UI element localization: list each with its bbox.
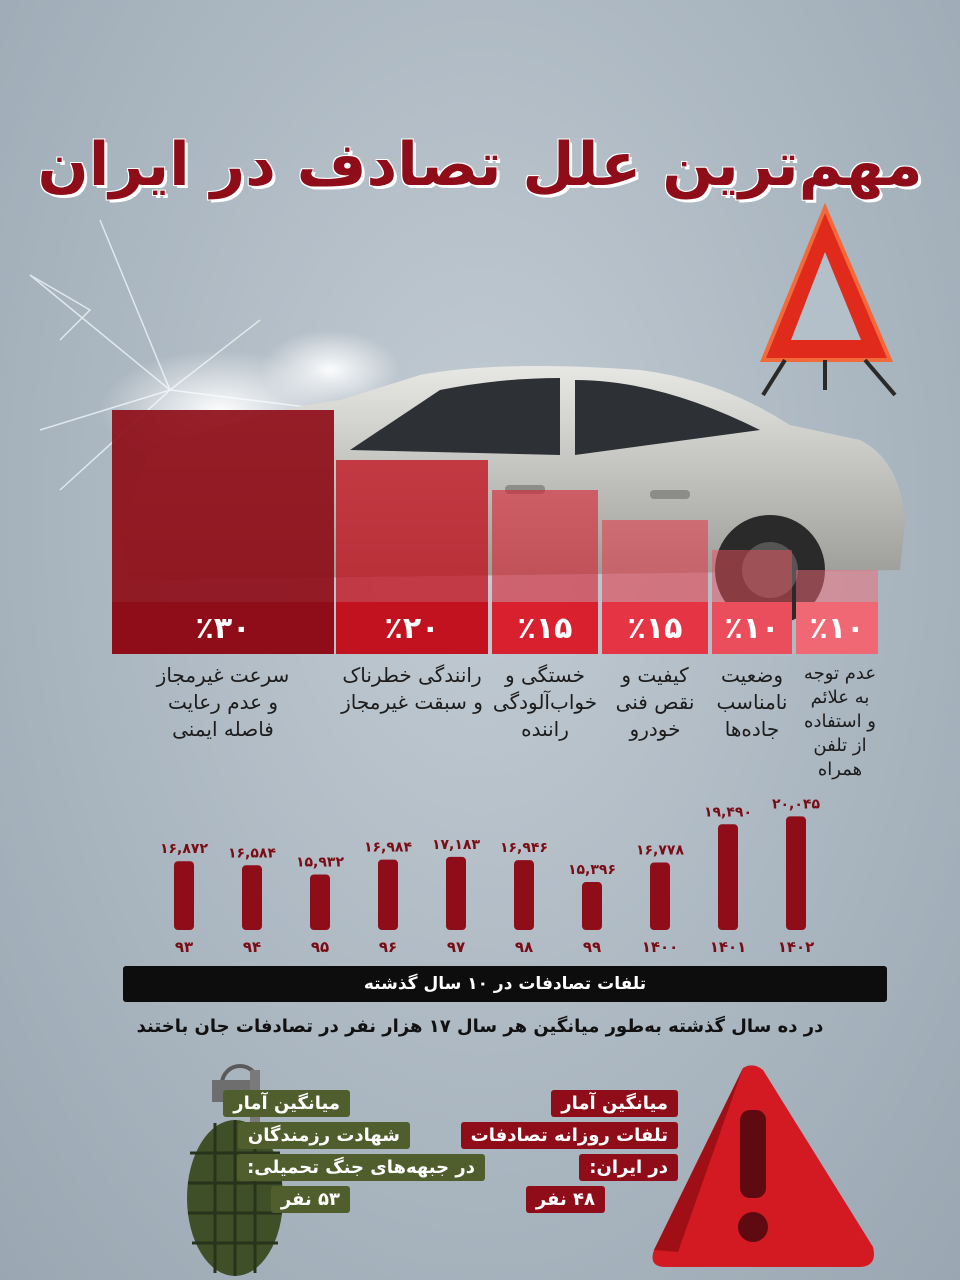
chart-bar-7 bbox=[650, 863, 670, 930]
cause-percent-vehicle-defects: ٪۱۵ bbox=[602, 602, 708, 654]
chart-category-label-4: ۹۷ bbox=[446, 938, 466, 956]
road-stat-line-2: تلفات روزانه تصادفات bbox=[461, 1122, 678, 1149]
chart-category-label-6: ۹۹ bbox=[582, 938, 602, 956]
chart-bar-8 bbox=[718, 824, 738, 930]
chart-value-label-6: ۱۵,۳۹۶ bbox=[567, 862, 617, 879]
chart-category-label-2: ۹۵ bbox=[310, 938, 330, 956]
war-stat-line-4: ۵۳ نفر bbox=[271, 1186, 350, 1213]
war-stat-line-1: میانگین آمار bbox=[223, 1090, 350, 1117]
cause-percent-phone-signs: ٪۱۰ bbox=[796, 602, 878, 654]
chart-bar-9 bbox=[786, 816, 806, 930]
chart-bar-0 bbox=[174, 861, 194, 930]
chart-value-label-2: ۱۵,۹۳۲ bbox=[295, 854, 345, 871]
cause-percent-dangerous-driving: ٪۲۰ bbox=[336, 602, 488, 654]
chart-category-label-7: ۱۴۰۰ bbox=[641, 938, 679, 956]
road-stat-line-3: در ایران: bbox=[579, 1154, 678, 1181]
cause-label-dangerous-driving: رانندگی خطرناک و سبقت غیرمجاز bbox=[341, 663, 483, 714]
chart-value-label-8: ۱۹,۴۹۰ bbox=[703, 804, 753, 821]
chart-bar-4 bbox=[446, 857, 466, 930]
fatalities-bar-chart bbox=[150, 780, 830, 970]
cause-percent-fatigue: ٪۱۵ bbox=[492, 602, 598, 654]
cause-percent-road-condition: ٪۱۰ bbox=[712, 602, 792, 654]
chart-bar-3 bbox=[378, 860, 398, 930]
chart-title: تلفات تصادفات در ۱۰ سال گذشته bbox=[123, 966, 887, 1002]
chart-category-label-0: ۹۳ bbox=[174, 938, 194, 956]
war-stat-line-3: در جبهه‌های جنگ تحمیلی: bbox=[237, 1154, 485, 1181]
road-stat-line-4: ۴۸ نفر bbox=[526, 1186, 605, 1213]
chart-category-label-8: ۱۴۰۱ bbox=[709, 938, 747, 956]
alert-triangle-icon bbox=[648, 1062, 878, 1272]
cause-label-road-condition: وضعیت نامناسب جاده‌ها bbox=[716, 663, 788, 741]
chart-category-label-5: ۹۸ bbox=[514, 938, 534, 956]
cause-label-phone-signs: عدم توجه به علائم و استفاده از تلفن همراه bbox=[803, 663, 877, 780]
war-stat-line-2: شهادت رزمندگان bbox=[238, 1122, 410, 1149]
chart-value-label-9: ۲۰,۰۴۵ bbox=[771, 796, 821, 813]
road-stat-line-1: میانگین آمار bbox=[551, 1090, 678, 1117]
chart-category-label-1: ۹۴ bbox=[242, 938, 262, 956]
chart-category-label-9: ۱۴۰۲ bbox=[777, 938, 815, 956]
page-title: مهم‌ترین علل تصادف در ایران bbox=[37, 130, 923, 200]
chart-value-label-5: ۱۶,۹۴۶ bbox=[499, 840, 549, 857]
chart-value-label-0: ۱۶,۸۷۲ bbox=[159, 841, 209, 858]
chart-value-label-1: ۱۶,۵۸۴ bbox=[227, 845, 277, 862]
cause-percent-speeding: ٪۳۰ bbox=[112, 602, 334, 654]
chart-value-label-7: ۱۶,۷۷۸ bbox=[635, 842, 685, 859]
warning-triangle-icon bbox=[755, 200, 905, 405]
cause-label-fatigue: خستگی و خواب‌آلودگی راننده bbox=[492, 663, 598, 741]
chart-bar-6 bbox=[582, 882, 602, 930]
chart-bar-2 bbox=[310, 874, 330, 930]
cause-label-speeding: سرعت غیرمجاز و عدم رعایت فاصله ایمنی bbox=[156, 663, 290, 741]
chart-value-label-4: ۱۷,۱۸۳ bbox=[431, 836, 481, 853]
chart-bar-5 bbox=[514, 860, 534, 930]
summary-text: در ده سال گذشته به‌طور میانگین هر سال ۱۷ هزار نفر در تصادفات جان باختند bbox=[136, 1016, 824, 1037]
cause-label-vehicle-defects: کیفیت و نقص فنی خودرو bbox=[615, 663, 695, 741]
chart-bar-1 bbox=[242, 865, 262, 930]
chart-category-label-3: ۹۶ bbox=[378, 938, 398, 956]
chart-value-label-3: ۱۶,۹۸۴ bbox=[363, 839, 413, 856]
